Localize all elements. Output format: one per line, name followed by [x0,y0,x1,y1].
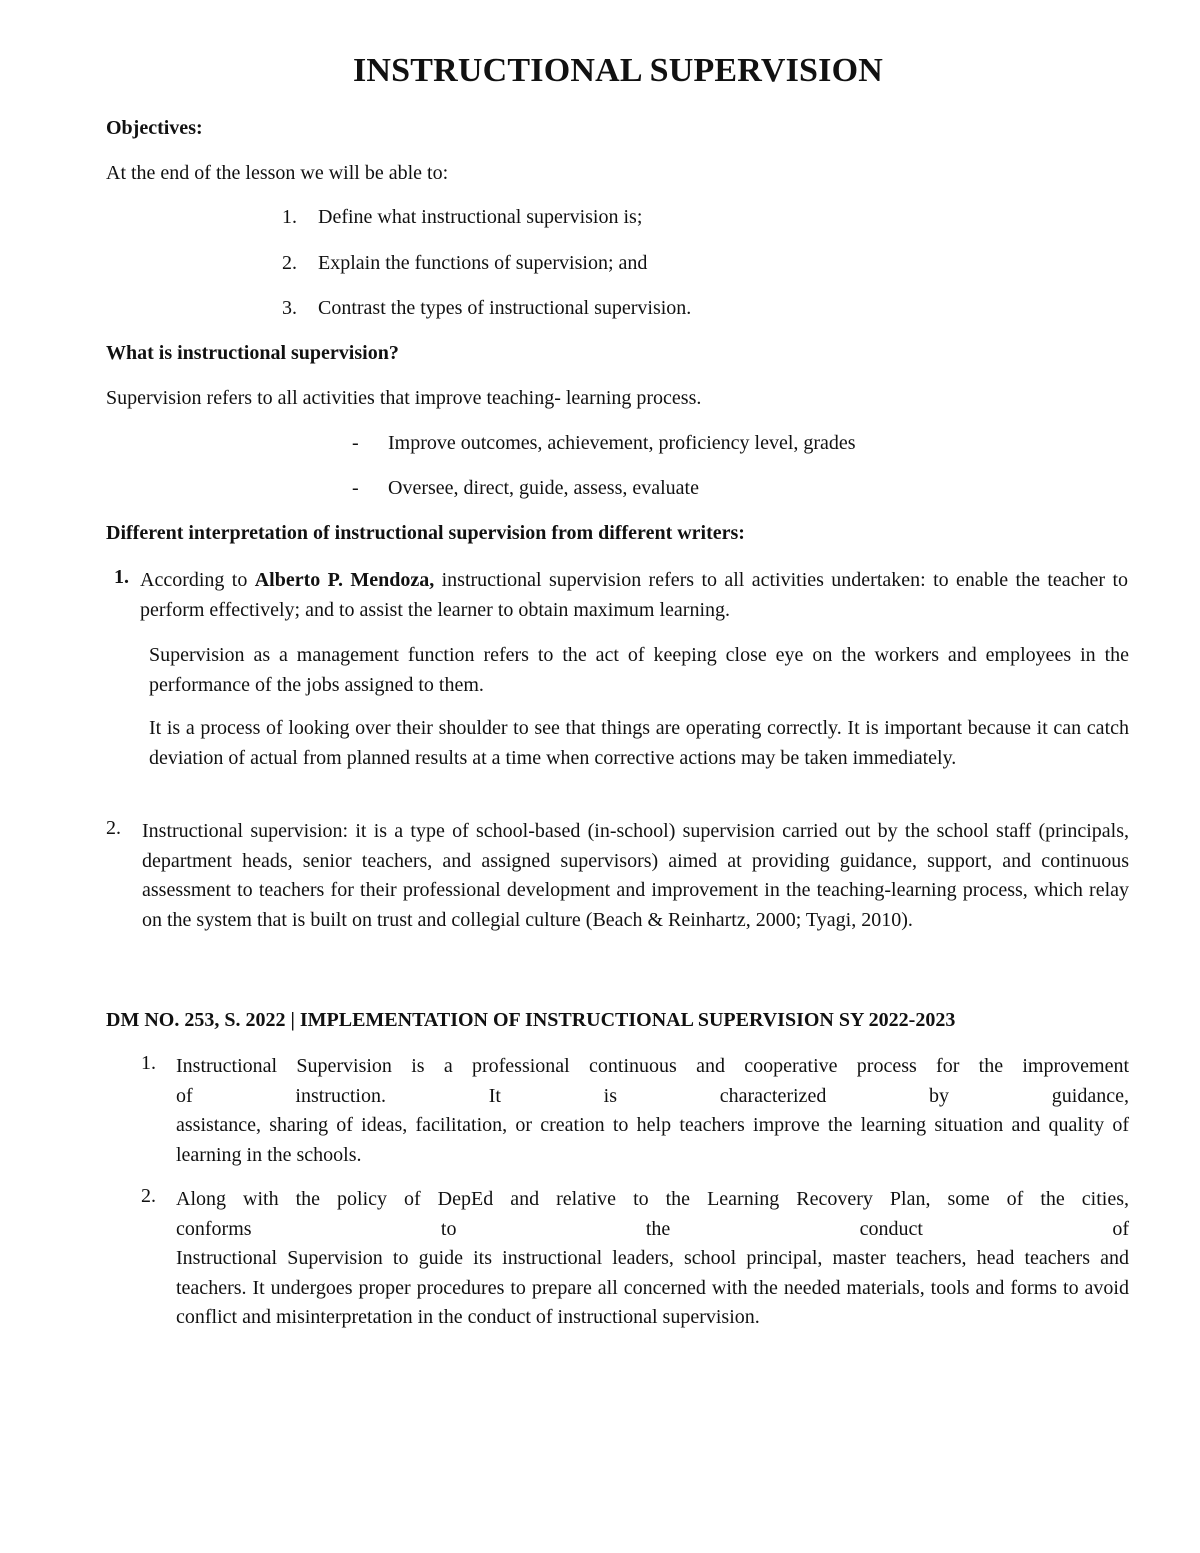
interpretation-text: instructional supervision refers to all activities undertaken: to enable the teacher to perform effectively; and to assist the learner to obtain maximum learning. [140,569,1128,621]
interpretation-2-paragraph: Instructional supervision: it is a type of school-based (in-school) supervision carried out by the school staff (principals, department heads, senior teachers, and assigned supervisors) aimed at providing guidance, support, and continuous assessment to teachers for their professional development and improvement in the teaching-learning process, which relay on the system that is built on trust and collegial culture (Beach & Reinhartz, 2000; Tyagi, 2010). [142,820,1129,931]
dm-heading: DM NO. 253, S. 2022 | IMPLEMENTATION OF INSTRUCTIONAL SUPERVISION SY 2022-2023 [106,1009,956,1031]
interpretation-1-para3: It is a process of looking over their shoulder to see that things are operating correctly. It is important because it can catch deviation of actual from planned results at a time when corrective actions may be taken immediately. [149,717,1129,769]
dm-item-line: of instruction. It is characterized by guidance, [176,1084,1129,1107]
bullet-text: Oversee, direct, guide, assess, evaluate [388,477,699,499]
objective-item [282,252,647,275]
list-text: Define what instructional supervision is; [318,206,643,228]
list-text: Contrast the types of instructional supervision. [318,297,692,319]
list-number: 1. [141,1052,156,1074]
dm-item-text: assistance, sharing of ideas, facilitation, or creation to help teachers improve the learning situation and quality of learning in the schools. [176,1114,1129,1166]
list-text: Explain the functions of supervision; and [318,252,648,274]
bullet-text: Improve outcomes, achievement, proficiency level, grades [388,432,856,454]
what-heading: What is instructional supervision? [106,342,399,364]
dm-item-line: Along with the policy of DepEd and relative to the Learning Recovery Plan, some of the cities, [176,1188,1129,1210]
list-number: 1. [282,206,297,228]
list-number: 1. [114,566,129,588]
what-text: Supervision refers to all activities that improve teaching- learning process. [106,387,702,409]
interpretation-heading: Different interpretation of instructional supervision from different writers: [106,522,745,544]
dm-item-line: Instructional Supervision is a professional continuous and cooperative process for the improvement [176,1055,1129,1077]
dm-item-line: conforms to the conduct of [176,1217,1129,1240]
page-title: INSTRUCTIONAL SUPERVISION [353,52,883,89]
bullet-item [352,477,699,500]
interpretation-1-para2: Supervision as a management function refers to the act of keeping close eye on the workers and employees in the performance of the jobs assigned to them. [149,644,1129,696]
list-number: 2. [282,252,297,274]
bullet-dash: - [352,477,359,499]
author-name: Alberto P. Mendoza, [254,569,435,591]
dm-item-text: Instructional Supervision to guide its instructional leaders, school principal, master teachers, head teachers and teachers. It undergoes proper procedures to prepare all concerned with the needed materials, tools and forms to avoid conflict and misinterpretation in the conduct of instructional supervision. [176,1247,1129,1328]
interpretation-1-paragraph [140,566,1128,625]
bullet-dash: - [352,432,359,454]
lead-text: According to [140,569,248,591]
dm-item-2 [176,1185,1129,1333]
objective-item [282,297,691,320]
list-number: 3. [282,297,297,319]
bullet-item [352,432,856,455]
objective-item [282,206,642,229]
objectives-heading: Objectives: [106,117,203,139]
list-number: 2. [141,1185,156,1207]
objectives-intro: At the end of the lesson we will be able to: [106,162,449,184]
list-number: 2. [106,817,121,839]
dm-item-1 [176,1052,1129,1170]
